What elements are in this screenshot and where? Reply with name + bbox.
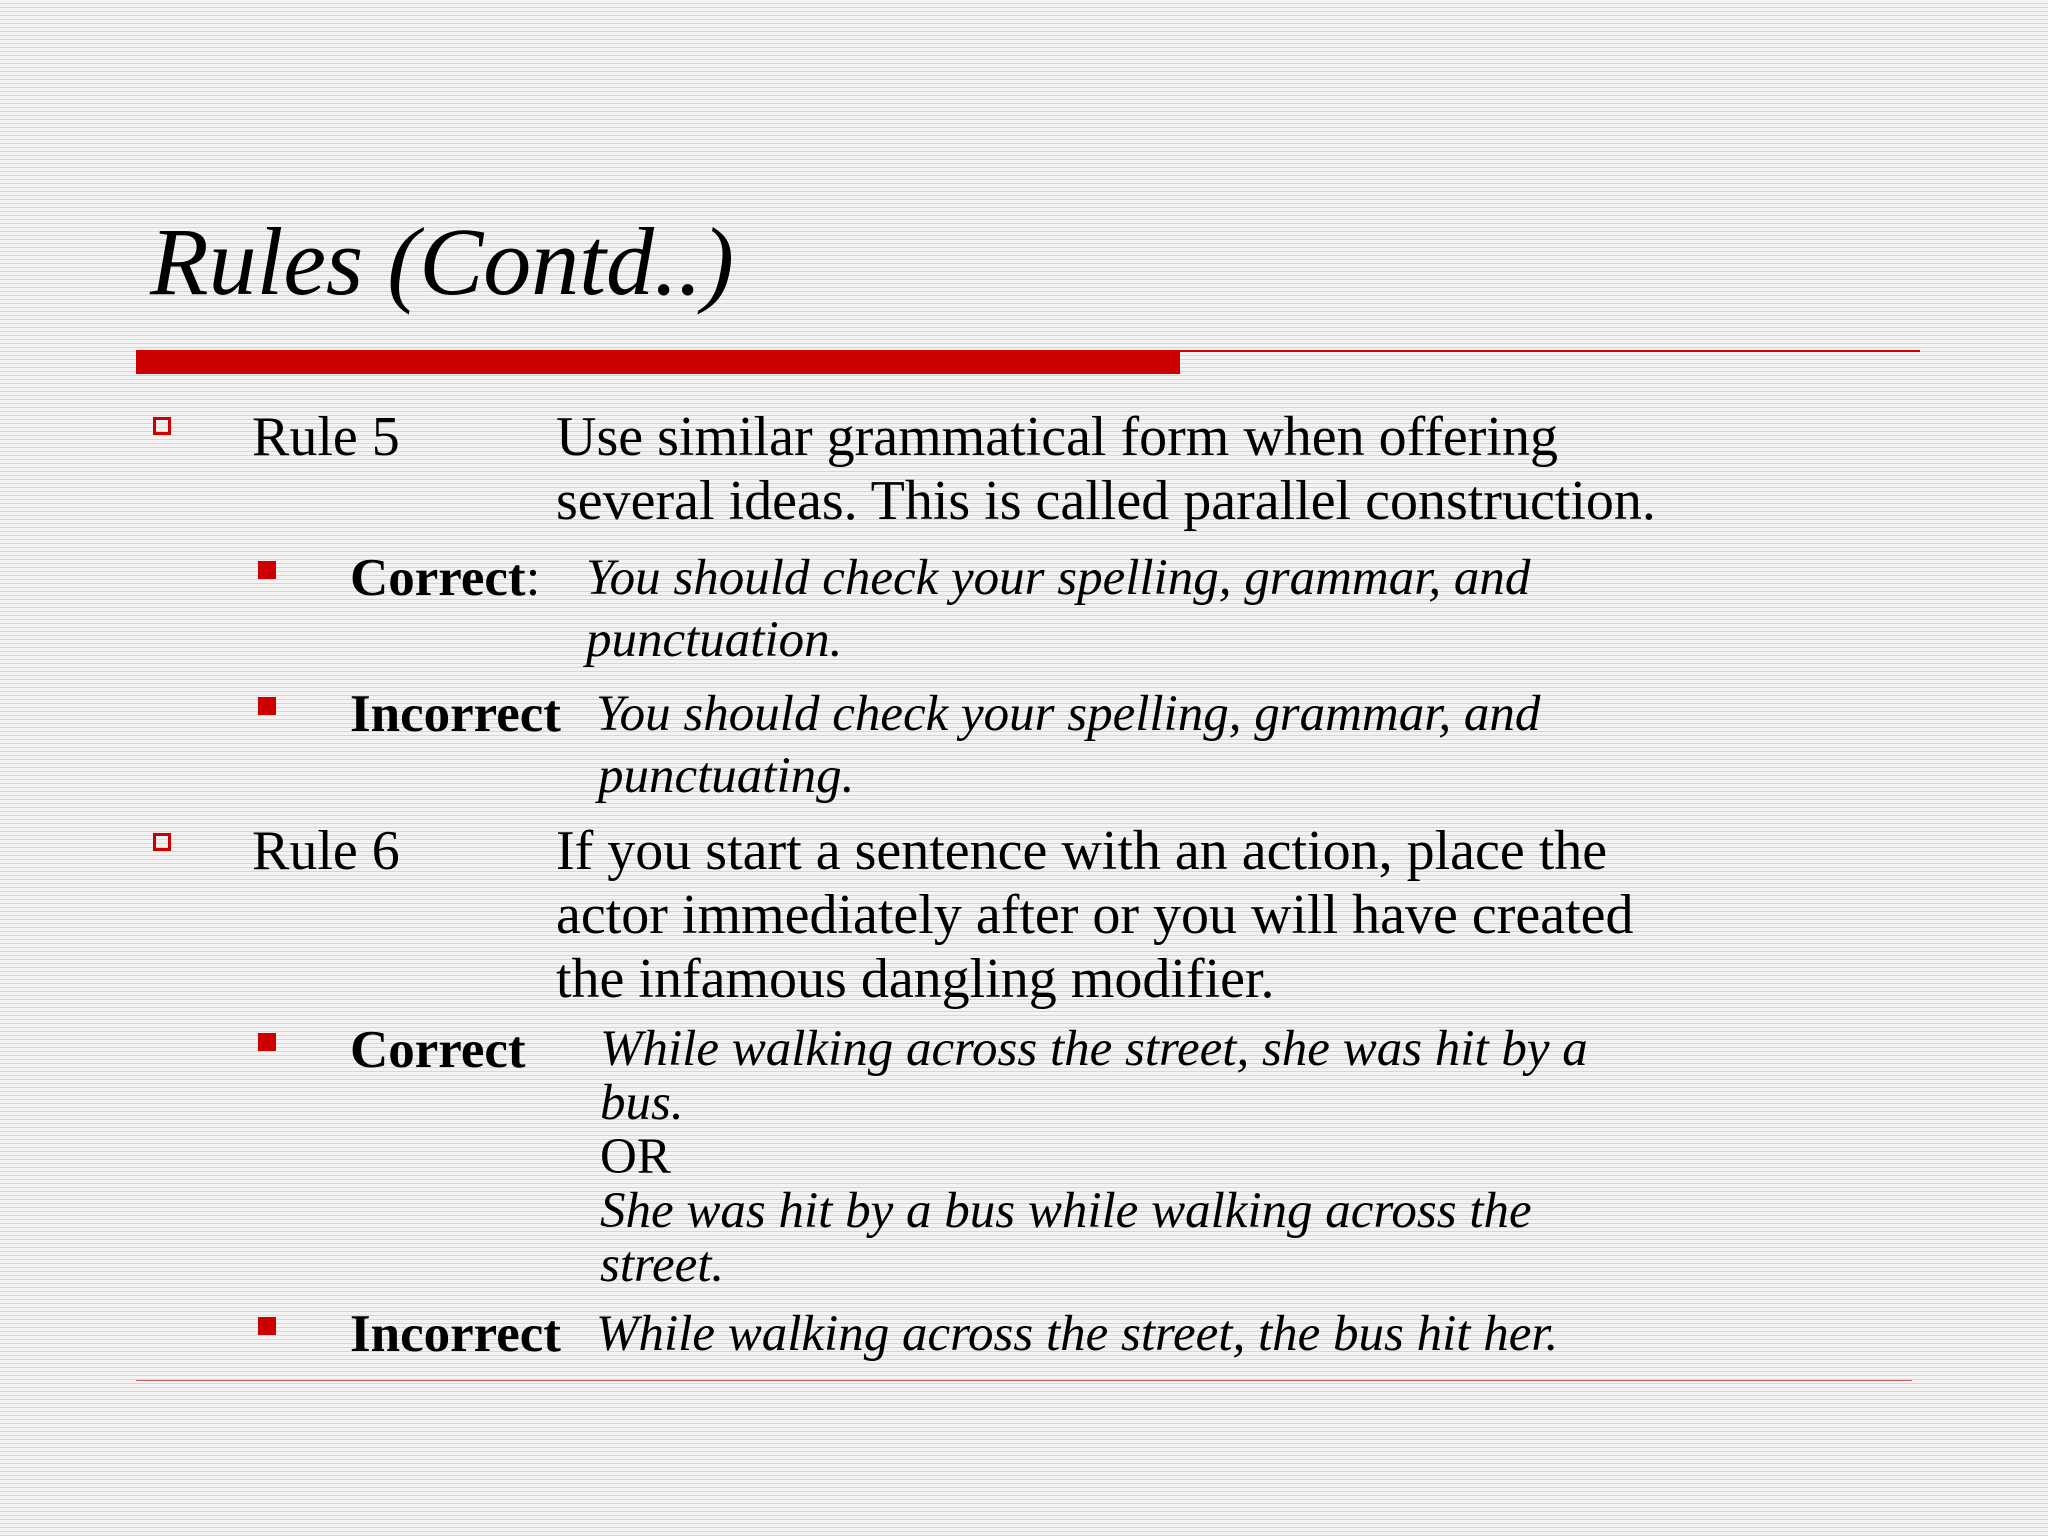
bottom-divider bbox=[136, 1380, 1912, 1381]
example-text bbox=[586, 547, 1530, 671]
example-text-line: bus. bbox=[600, 1075, 684, 1131]
title-underline-thin bbox=[1180, 350, 1920, 352]
example-text-line: She was hit by a bus while walking across the bbox=[600, 1183, 1532, 1239]
filled-square-icon bbox=[258, 1317, 276, 1335]
example-label: Correct bbox=[350, 1021, 526, 1079]
example-text-line: punctuating. bbox=[598, 748, 855, 804]
example-label bbox=[350, 547, 540, 609]
filled-square-icon bbox=[258, 697, 276, 715]
example-label-suffix: : bbox=[525, 549, 541, 607]
example-text-line: street. bbox=[600, 1237, 725, 1293]
filled-square-icon bbox=[258, 561, 276, 579]
filled-square-icon bbox=[258, 1033, 276, 1051]
example-text-line: OR bbox=[600, 1129, 671, 1185]
example-label-text: Correct bbox=[350, 549, 526, 607]
rule-description-line: If you start a sentence with an action, place the bbox=[556, 820, 1608, 882]
hollow-square-icon bbox=[153, 833, 171, 851]
rule-label: Rule 5 bbox=[252, 406, 400, 468]
rule-description-line: the infamous dangling modifier. bbox=[556, 948, 1275, 1010]
rule-description-line: actor immediately after or you will have created bbox=[556, 884, 1634, 946]
example-text-line: You should check your spelling, grammar, and bbox=[596, 686, 1541, 742]
example-text-line: You should check your spelling, grammar, and bbox=[586, 550, 1531, 606]
example-text-line: punctuation. bbox=[586, 612, 843, 668]
example-label: Incorrect bbox=[350, 1305, 561, 1363]
example-label: Incorrect bbox=[350, 685, 561, 743]
example-text-line: While walking across the street, she was hit by a bbox=[600, 1021, 1588, 1077]
example-text bbox=[596, 1303, 1558, 1365]
slide-title: Rules (Contd..) bbox=[150, 208, 734, 315]
rule-description-line: Use similar grammatical form when offering bbox=[556, 406, 1558, 468]
example-text bbox=[596, 683, 1540, 807]
example-text bbox=[600, 1022, 1588, 1292]
rule-description bbox=[556, 405, 1816, 533]
hollow-square-icon bbox=[153, 417, 171, 435]
rule-description-line: several ideas. This is called parallel construction. bbox=[556, 470, 1656, 532]
title-underline-thick bbox=[136, 350, 1180, 374]
rule-label: Rule 6 bbox=[252, 820, 400, 882]
rule-description bbox=[556, 819, 1816, 1011]
example-text-line: While walking across the street, the bus hit her. bbox=[596, 1306, 1559, 1362]
